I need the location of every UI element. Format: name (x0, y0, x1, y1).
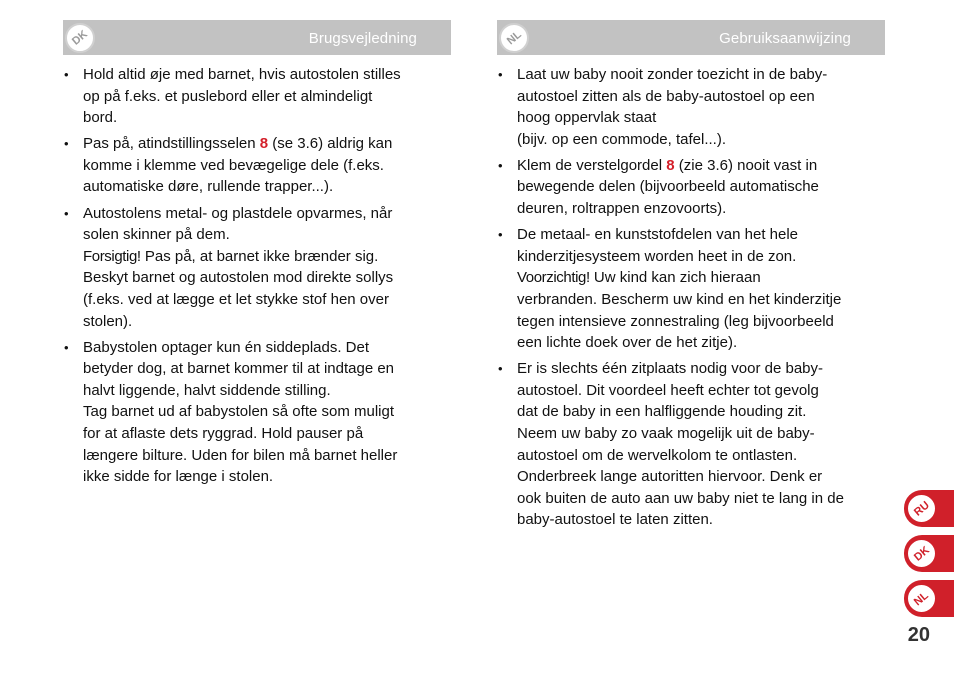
language-badge-nl (499, 23, 529, 53)
text-line: (bijv. op een commode, tafel...). (517, 130, 726, 148)
text-fragment: (se 3.6) aldrig kan (268, 135, 393, 153)
language-tab-ru[interactable] (904, 490, 954, 527)
text-line: for at aflaste dets ryggrad. Hold pauser på (83, 425, 364, 442)
language-tab-dk[interactable] (904, 535, 954, 572)
language-tab-label: DK (911, 543, 932, 564)
language-badge-label: DK (70, 28, 90, 48)
text-fragment: Pas på, atindstillingsselen (83, 135, 260, 153)
language-tab-label: NL (912, 589, 931, 608)
list-item (497, 64, 885, 150)
section-title: Gebruiksaanwijzing (719, 30, 851, 47)
text-line: hoog oppervlak staat (517, 109, 657, 127)
text-line: op på f.eks. et puslebord eller et almindeligt (83, 87, 373, 105)
text-line: • Babystolen optager kun én siddeplads. Det (83, 338, 370, 356)
text-line (517, 155, 885, 177)
language-tab-label: RU (911, 498, 932, 519)
language-badge-label: NL (504, 28, 524, 48)
column-danish (63, 20, 451, 492)
list-item (63, 133, 451, 198)
text-line (83, 246, 451, 268)
text-line: ook buiten de auto aan uw baby niet te lang in de (517, 489, 844, 507)
text-line: autostoel. Dit voordeel heeft echter tot gevolg (517, 381, 819, 399)
text-line: Beskyt barnet og autostolen mod direkte sollys (83, 269, 394, 287)
language-tab-circle (906, 493, 937, 524)
text-line (83, 133, 451, 155)
text-line: bord. (83, 109, 118, 127)
text-line: • De metaal- en kunststofdelen van het hele (517, 226, 799, 244)
text-line (517, 267, 885, 289)
text-line: deuren, roltrappen enzovoorts). (517, 200, 727, 218)
list-item (63, 203, 451, 333)
list-item (63, 64, 451, 129)
text-line: automatiske døre, rullende trapper...). (83, 178, 334, 196)
reference-number: 8 (666, 156, 675, 174)
text-line: autostoel zitten als de baby-autostoel op een (517, 87, 815, 105)
language-tab-circle (906, 583, 937, 614)
text-line: solen skinner på dem. (83, 226, 230, 244)
section-header-dk (63, 20, 451, 55)
text-fragment: Uw kind kan zich hieraan (589, 269, 761, 287)
section-header-nl (497, 20, 885, 55)
text-line: Tag barnet ud af babystolen så ofte som muligt (83, 403, 395, 421)
text-line: verbranden. Bescherm uw kind en het kinderzitje (517, 290, 842, 308)
list-item (497, 224, 885, 354)
text-line: tegen intensieve zonnestraling (leg bijvoorbeeld (517, 312, 834, 330)
text-line: autostoel om de wervelkolom te ontlasten. (517, 446, 798, 464)
language-tab-circle (906, 538, 937, 569)
text-line: • Hold altid øje med barnet, hvis autostolen stilles (83, 66, 401, 83)
text-line: stolen). (83, 312, 133, 330)
text-line: bewegende delen (bijvoorbeeld automatische (517, 178, 819, 196)
text-line: • Laat uw baby nooit zonder toezicht in de baby- (517, 66, 828, 83)
caution-label: Voorzichtig! (517, 269, 590, 287)
instruction-list-dk (63, 64, 451, 488)
text-fragment: Pas på, at barnet ikke brænder sig. (140, 247, 379, 265)
text-line: kinderzitjesysteem worden heet in de zon. (517, 247, 797, 265)
text-line: baby-autostoel te laten zitten. (517, 511, 713, 529)
list-item (497, 358, 885, 531)
language-tab-nl[interactable] (904, 580, 954, 617)
page-number: 20 (907, 624, 930, 646)
list-item (497, 155, 885, 220)
language-tabs (904, 490, 954, 625)
text-line: • Er is slechts één zitplaats nodig voor de baby- (517, 360, 823, 378)
text-fragment: Klem de verstelgordel (517, 156, 667, 174)
caution-label: Forsigtig! (83, 247, 141, 265)
text-line: halvt liggende, halvt siddende stilling. (83, 381, 331, 399)
text-line: Onderbreek lange autoritten hiervoor. Denk er (517, 468, 823, 486)
list-item (63, 337, 451, 488)
text-line: betyder dog, at barnet kommer til at indtage en (83, 360, 395, 378)
text-line: længere bilture. Uden for bilen må barnet heller (83, 446, 398, 464)
instruction-list-nl (497, 64, 885, 531)
text-line: ikke sidde for længe i stolen. (83, 468, 274, 486)
text-line: komme i klemme ved bevægelige dele (f.eks. (83, 156, 384, 174)
reference-number: 8 (259, 135, 269, 153)
section-title: Brugsvejledning (308, 30, 417, 47)
text-line: Neem uw baby zo vaak mogelijk uit de baby- (517, 425, 815, 442)
column-dutch (497, 20, 885, 535)
language-badge-dk (65, 23, 95, 53)
text-line: • Autostolens metal- og plastdele opvarmes, når (83, 204, 393, 222)
text-line: dat de baby in een halfliggende houding zit. (517, 403, 807, 421)
text-fragment: (zie 3.6) nooit vast in (674, 156, 818, 174)
text-line: (f.eks. ved at lægge et let stykke stof hen over (83, 290, 389, 308)
text-line: een lichte doek over de het zitje). (517, 334, 738, 352)
